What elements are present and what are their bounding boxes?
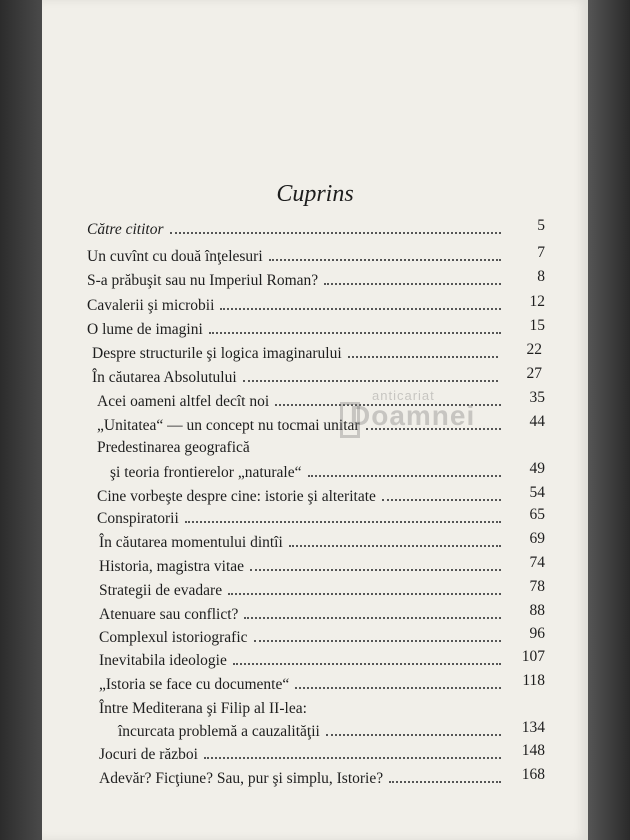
toc-entry xyxy=(97,488,507,510)
toc-entry-label: Cavalerii şi microbii xyxy=(87,297,215,314)
toc-entry xyxy=(87,297,507,319)
toc-entry xyxy=(92,369,504,391)
toc-dot-leader xyxy=(244,617,501,619)
book-edge-right xyxy=(588,0,630,840)
toc-page-number: 96 xyxy=(529,625,545,642)
toc-page-number: 44 xyxy=(529,413,545,430)
watermark-line2: Doamnei xyxy=(350,400,476,431)
toc-entry-label: Acei oameni altfel decît noi xyxy=(97,393,270,410)
toc-entry xyxy=(99,700,507,722)
toc-entry-label: încurcata problemă a cauzalităţii xyxy=(118,723,320,740)
toc-entry xyxy=(99,629,507,651)
toc-dot-leader xyxy=(326,734,501,736)
toc-page-number: 65 xyxy=(529,506,545,523)
toc-dot-leader xyxy=(366,428,501,430)
toc-entry xyxy=(99,606,507,628)
toc-entry-label: şi teoria frontierelor „naturale“ xyxy=(110,464,302,481)
toc-entry-label: O lume de imagini xyxy=(87,321,203,338)
toc-dot-leader xyxy=(243,380,498,382)
toc-entry-label: Complexul istoriografic xyxy=(99,629,248,646)
toc-entry xyxy=(97,510,507,532)
toc-dot-leader xyxy=(308,475,502,477)
page-title: Cuprins xyxy=(276,181,354,207)
toc-entry xyxy=(99,676,507,698)
toc-entry xyxy=(87,221,507,243)
toc-entry-label: S-a prăbuşit sau nu Imperiul Roman? xyxy=(87,272,319,289)
toc-entry-label: Adevăr? Ficţiune? Sau, pur şi simplu, Istorie? xyxy=(99,770,384,787)
toc-page-number: 148 xyxy=(521,742,545,759)
toc-page-number: 35 xyxy=(529,389,545,406)
toc-dot-leader xyxy=(250,569,501,571)
toc-entry-label: Conspiratorii xyxy=(97,510,179,527)
table-of-contents xyxy=(42,0,588,840)
toc-entry xyxy=(99,534,507,556)
toc-entry xyxy=(87,272,507,294)
toc-dot-leader xyxy=(233,663,501,665)
toc-entry-label: Între Mediterana şi Filip al II-lea: xyxy=(99,700,307,717)
toc-entry-label: Inevitabila ideologie xyxy=(99,652,227,669)
toc-dot-leader xyxy=(185,521,501,523)
toc-page-number: 118 xyxy=(522,672,545,689)
toc-dot-leader xyxy=(389,781,501,783)
toc-dot-leader xyxy=(324,283,501,285)
toc-page-number: 49 xyxy=(529,460,545,477)
toc-entry xyxy=(110,464,507,486)
toc-entry xyxy=(99,746,507,768)
toc-page-number: 69 xyxy=(529,530,545,547)
toc-dot-leader xyxy=(348,356,498,358)
toc-dot-leader xyxy=(382,499,501,501)
toc-dot-leader xyxy=(289,545,501,547)
toc-entry xyxy=(97,417,507,439)
book-edge-left xyxy=(0,0,42,840)
toc-entry xyxy=(97,393,507,415)
toc-page-number: 107 xyxy=(521,648,545,665)
toc-entry-label: Strategii de evadare xyxy=(99,582,223,599)
toc-page-number: 78 xyxy=(529,578,545,595)
toc-page-number: 54 xyxy=(529,484,545,501)
toc-entry-label: În căutarea momentului dintîi xyxy=(99,534,283,551)
toc-page-number: 134 xyxy=(521,719,545,736)
toc-page-number: 7 xyxy=(537,244,545,261)
toc-page-number: 27 xyxy=(526,365,542,382)
toc-dot-leader xyxy=(254,640,501,642)
toc-entry xyxy=(99,652,507,674)
toc-entry xyxy=(87,321,507,343)
toc-page-number: 15 xyxy=(529,317,545,334)
toc-entry-label: Despre structurile şi logica imaginarului xyxy=(92,345,342,362)
toc-entry-label: În căutarea Absolutului xyxy=(92,369,237,386)
toc-entry xyxy=(92,345,504,367)
toc-entry xyxy=(97,439,507,461)
toc-entry-label: Cine vorbeşte despre cine: istorie şi alteritate xyxy=(97,488,376,505)
toc-entry xyxy=(99,770,507,792)
toc-entry-label: Predestinarea geografică xyxy=(97,439,250,456)
toc-dot-leader xyxy=(295,687,501,689)
toc-page-number: 88 xyxy=(529,602,545,619)
toc-entry-label: Historia, magistra vitae xyxy=(99,558,245,575)
toc-entry xyxy=(99,582,507,604)
toc-entry-label: Atenuare sau conflict? xyxy=(99,606,239,623)
toc-dot-leader xyxy=(209,332,501,334)
toc-dot-leader xyxy=(204,757,501,759)
toc-dot-leader xyxy=(269,259,501,261)
toc-page-number: 22 xyxy=(526,341,542,358)
toc-entry xyxy=(118,723,507,745)
toc-entry-label: Un cuvînt cu două înţelesuri xyxy=(87,248,263,265)
watermark-line1: anticariat xyxy=(372,388,435,403)
toc-entry-label: Jocuri de război xyxy=(99,746,198,763)
toc-page-number: 168 xyxy=(521,766,545,783)
toc-dot-leader xyxy=(275,404,501,406)
toc-entry xyxy=(87,248,507,270)
toc-dot-leader xyxy=(170,232,502,234)
toc-entry-label: „Unitatea“ — un concept nu tocmai unitar xyxy=(97,417,360,434)
toc-page-number: 5 xyxy=(537,217,545,234)
toc-entry-label: Către cititor xyxy=(87,221,164,238)
toc-dot-leader xyxy=(228,593,501,595)
toc-page-number: 74 xyxy=(529,554,545,571)
toc-entry xyxy=(99,558,507,580)
toc-entry-label: „Istoria se face cu documente“ xyxy=(99,676,290,693)
toc-dot-leader xyxy=(220,308,501,310)
toc-page-number: 12 xyxy=(529,293,545,310)
toc-page-number: 8 xyxy=(537,268,545,285)
